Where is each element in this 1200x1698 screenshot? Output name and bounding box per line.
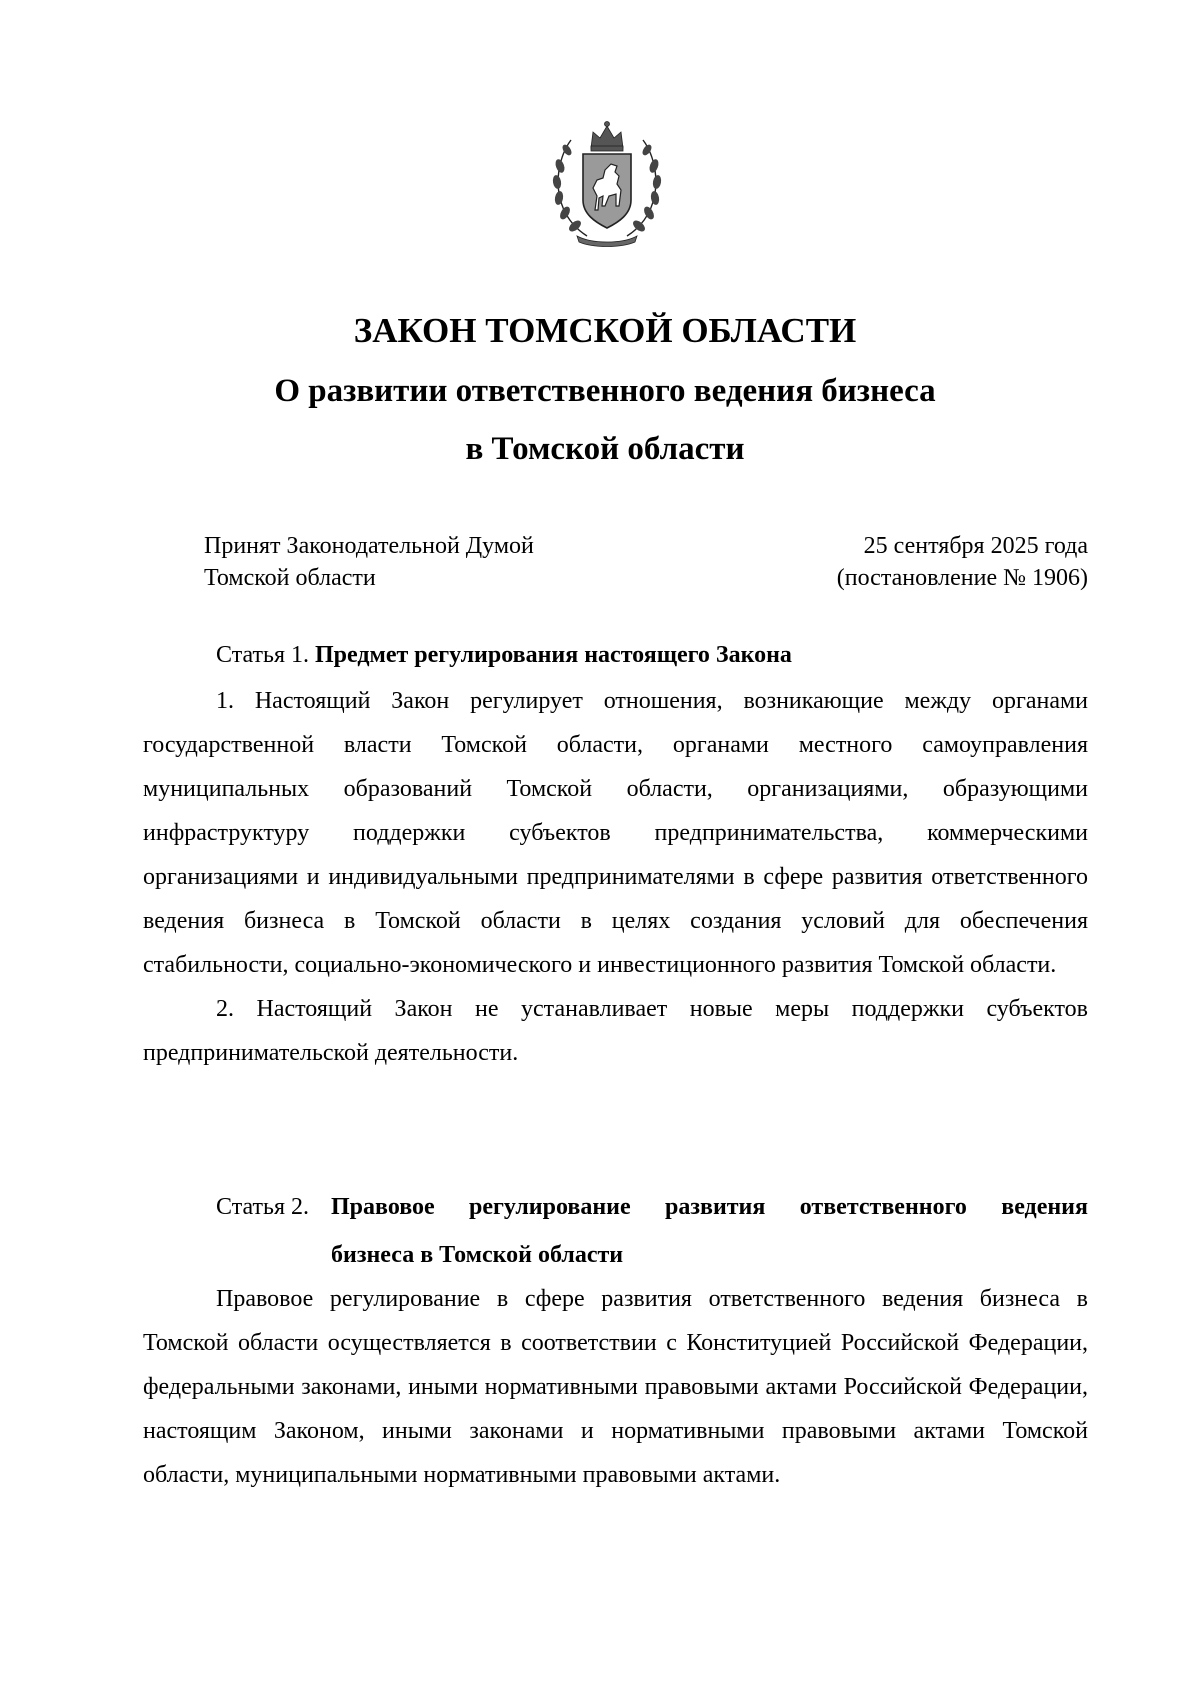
adopted-by — [204, 530, 534, 594]
article-1-heading — [216, 633, 792, 677]
adopted-by-line-1: Принят Законодательной Думой — [204, 533, 534, 559]
title-block — [140, 300, 1070, 478]
adopted-by-line-2: Томской области — [204, 565, 376, 591]
article-1-body — [143, 679, 1088, 1075]
article-1-paragraph-1: 1. Настоящий Закон регулирует отношения, возникающие между органами государственной власти Томской области, органами местного самоуправления муниципальных образований Томской области, организациями, образующими инфраструктуру поддержки субъектов предпринимательства, коммерческими организациями и индивидуальными предпринимателями в сфере развития ответственного ведения бизнеса в Томской области в целях создания условий для обеспечения стабильности, социально-экономического и инвестиционного развития Томской области. — [143, 688, 1088, 978]
article-1-label: Статья 1. — [216, 642, 309, 668]
article-1-paragraph-2: 2. Настоящий Закон не устанавливает новые меры поддержки субъектов предпринимательской деятельности. — [143, 996, 1088, 1066]
adoption-date — [837, 530, 1088, 594]
article-1-name: Предмет регулирования настоящего Закона — [314, 642, 792, 668]
law-title: ЗАКОН ТОМСКОЙ ОБЛАСТИ — [353, 311, 857, 350]
adoption-date-line-1: 25 сентября 2025 года — [863, 533, 1088, 559]
resolution-number: (постановление № 1906) — [836, 565, 1088, 591]
article-2-name — [331, 1183, 1088, 1279]
article-2-body — [143, 1277, 1088, 1497]
article-2-paragraph-1: Правовое регулирование в сфере развития ответственного ведения бизнеса в Томской области осуществляется в соответствии с Конституцией Российской Федерации, федеральными законами, иными нормативными правовыми актами Российской Федерации, настоящим Законом, иными законами и нормативными правовыми актами Томской области, муниципальными нормативными правовыми актами. — [143, 1286, 1088, 1488]
article-2-name-line-2: бизнеса в Томской области — [331, 1242, 624, 1268]
law-subtitle-line-1: О развитии ответственного ведения бизнеса — [274, 373, 936, 409]
law-subtitle-line-2: в Томской области — [465, 431, 745, 467]
tomsk-coat-of-arms-icon — [547, 118, 667, 250]
article-2-name-line-1: Правовое регулирование развития ответственного ведения — [331, 1194, 1088, 1220]
article-2-label: Статья 2. — [216, 1194, 309, 1220]
